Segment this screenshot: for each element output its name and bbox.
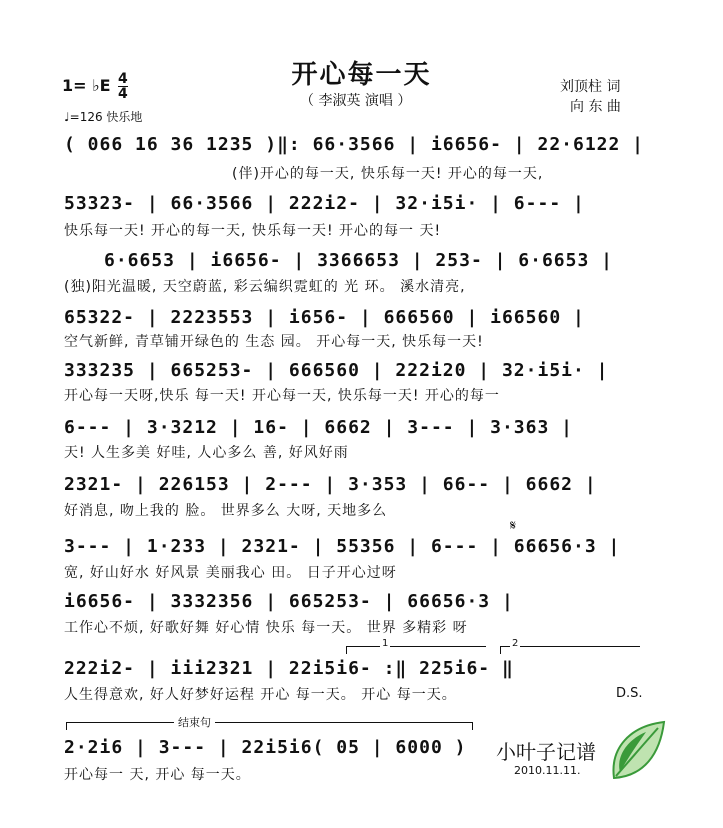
- lyric-line: 宽, 好山好水 好风景 美丽我心 田。 日子开心过呀: [64, 565, 397, 581]
- notation-line: 53323- | 66·3566 | 222i2- | 32·i5i· | 6--- |: [64, 193, 585, 214]
- lyric-line: (伴)开心的每一天, 快乐每一天! 开心的每一天,: [232, 166, 544, 182]
- lyricist-credit: 刘顶柱 词: [560, 79, 621, 95]
- time-sig-denominator: 4: [118, 86, 128, 102]
- coda-bracket-left-hook: [66, 722, 67, 730]
- lyric-line: 快乐每一天! 开心的每一天, 快乐每一天! 开心的每一 天!: [64, 223, 442, 239]
- transcriber-signature: 小叶子记谱: [496, 740, 596, 764]
- lyric-line: (独)阳光温暖, 天空蔚蓝, 彩云编织霓虹的 光 环。 溪水清亮,: [64, 279, 466, 295]
- time-sig-numerator: 4: [118, 71, 128, 87]
- segno-sign: 𝄋: [510, 518, 517, 534]
- lyric-line: 开心每一 天, 开心 每一天。: [64, 767, 251, 783]
- notation-line: 6·6653 | i6656- | 3366653 | 253- | 6·6653 |: [104, 250, 613, 271]
- singer-credit: （ 李淑英 演唱 ）: [300, 93, 412, 109]
- volta-bracket-2-hook: [500, 646, 501, 654]
- volta-bracket-1: [346, 646, 486, 647]
- volta-2-label: 2: [512, 638, 519, 649]
- notation-line: i6656- | 3332356 | 665253- | 66656·3 |: [64, 591, 514, 612]
- notation-line: 2·2i6 | 3--- | 22i5i6( 05 | 6000 ): [64, 737, 467, 758]
- coda-label: 结束句: [174, 714, 215, 730]
- lyric-line: 好消息, 吻上我的 脸。 世界多么 大呀, 天地多么: [64, 503, 388, 519]
- volta-1-label: 1: [382, 638, 389, 649]
- leaf-icon: [606, 718, 668, 784]
- song-title: 开心每一天: [291, 60, 432, 90]
- lyric-line: 人生得意欢, 好人好梦好运程 开心 每一天。 开心 每一天。: [64, 687, 457, 703]
- key-signature: 1= ♭E: [62, 76, 111, 95]
- notation-line: 65322- | 2223553 | i656- | 666560 | i66560 |: [64, 307, 585, 328]
- notation-line: 6--- | 3·3212 | 16- | 6662 | 3--- | 3·363 |: [64, 417, 573, 438]
- volta-bracket-1-hook: [346, 646, 347, 654]
- time-signature: [118, 72, 128, 101]
- notation-line: ( 066 16 36 1235 )‖: 66·3566 | i6656- | 22·6122 |: [64, 134, 645, 155]
- lyric-line: 天! 人生多美 好哇, 人心多么 善, 好风好雨: [64, 445, 349, 461]
- tempo-marking: ♩=126 快乐地: [64, 110, 143, 124]
- lyric-line: 开心每一天呀,快乐 每一天! 开心每一天, 快乐每一天! 开心的每一: [64, 388, 500, 404]
- lyric-line: 空气新鲜, 青草铺开绿色的 生态 园。 开心每一天, 快乐每一天!: [64, 334, 484, 350]
- dal-segno-mark: D.S.: [616, 686, 643, 701]
- coda-bracket: [66, 722, 472, 723]
- composer-credit: 向 东 曲: [570, 99, 621, 115]
- volta-bracket-2: [500, 646, 640, 647]
- coda-bracket-right-hook: [472, 722, 473, 730]
- notation-line: 3--- | 1·233 | 2321- | 55356 | 6--- | 66656·3 |: [64, 536, 621, 557]
- notation-line: 2321- | 226153 | 2--- | 3·353 | 66-- | 6662 |: [64, 474, 597, 495]
- transcription-date: 2010.11.11.: [514, 764, 581, 777]
- notation-line: 333235 | 665253- | 666560 | 222i20 | 32·i5i· |: [64, 360, 609, 381]
- notation-line: 222i2- | iii2321 | 22i5i6- :‖ 225i6- ‖: [64, 658, 514, 679]
- lyric-line: 工作心不烦, 好歌好舞 好心情 快乐 每一天。 世界 多精彩 呀: [64, 620, 468, 636]
